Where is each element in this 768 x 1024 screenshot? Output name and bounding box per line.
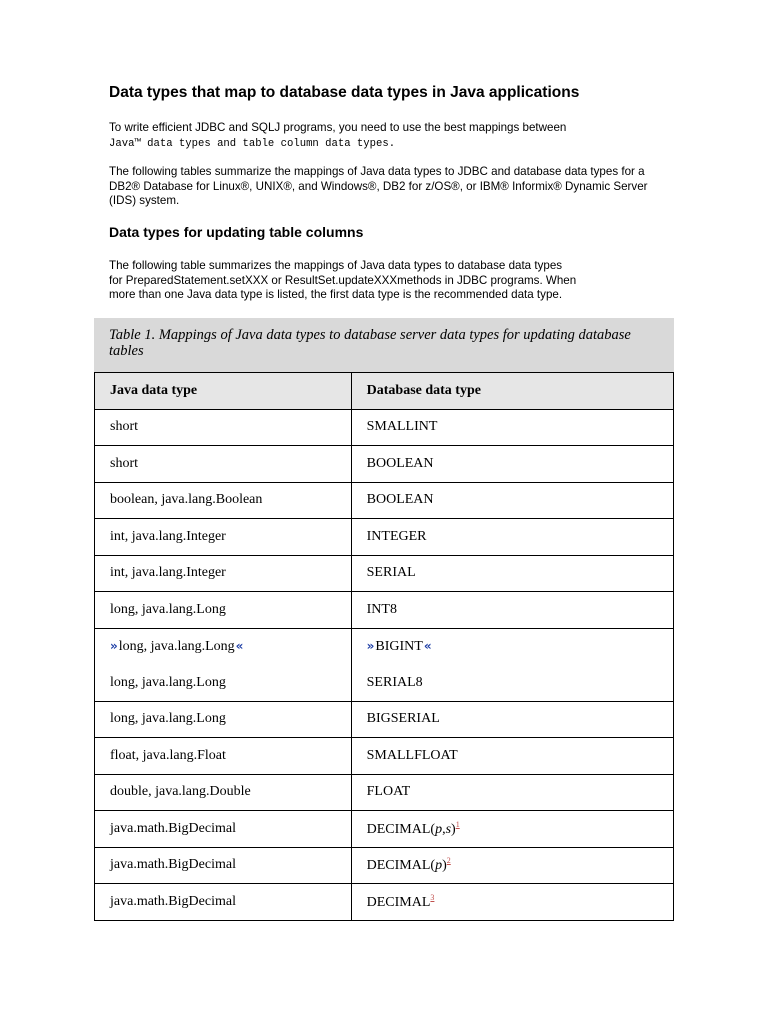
table-row: [95, 774, 674, 811]
table-row: [95, 446, 674, 483]
change-start-marker-icon: »: [110, 638, 116, 653]
table-row-changed: [95, 628, 674, 665]
summary-paragraph: The following tables summarize the mappings of Java data types to JDBC and database data types for a DB2® Database for Linux®, UNIX®, and Windows®, DB2 for z/OS®, or IBM® Informix® Dynamic Server (IDS) system.: [109, 165, 648, 207]
footnote-link[interactable]: 3: [430, 892, 435, 902]
java-type-cell: short: [95, 409, 352, 446]
table-row: [95, 555, 674, 592]
table-row: [95, 665, 674, 702]
scale-param: s: [445, 821, 452, 837]
java-type-cell: float, java.lang.Float: [95, 738, 352, 775]
db-type-prefix: DECIMAL(: [366, 858, 436, 874]
change-start-marker-icon: »: [366, 638, 373, 653]
java-type-cell: java.math.BigDecimal: [95, 884, 352, 921]
section-line-1: The following table summarizes the mappings of Java data types to database data types: [109, 259, 563, 272]
table-row: [95, 519, 674, 556]
db-type-cell: [351, 847, 673, 884]
section-line-2: for PreparedStatement.setXXX or ResultSet.updateXXXmethods in JDBC programs. When: [109, 273, 577, 287]
table-row: [95, 701, 674, 738]
precision-param: p: [435, 858, 443, 874]
db-type-cell: BIGSERIAL: [351, 701, 673, 738]
java-type-cell: long, java.lang.Long: [95, 592, 352, 629]
java-type-cell: java.math.BigDecimal: [95, 847, 352, 884]
footnote-link[interactable]: 2: [446, 856, 451, 866]
db-type-cell: SERIAL8: [351, 665, 673, 702]
db-type-suffix: ): [442, 858, 447, 874]
db-type-cell: INTEGER: [351, 519, 673, 556]
java-type-cell: [95, 628, 352, 665]
java-type-cell: short: [95, 446, 352, 483]
precision-param: p: [435, 821, 443, 837]
section-paragraph: [109, 259, 689, 303]
change-end-marker-icon: «: [423, 638, 430, 653]
change-end-marker-icon: «: [235, 638, 242, 653]
java-type-cell: long, java.lang.Long: [95, 665, 352, 702]
java-type-cell: java.math.BigDecimal: [95, 811, 352, 848]
db-type-cell: SMALLFLOAT: [351, 738, 673, 775]
db-type-cell: BOOLEAN: [351, 482, 673, 519]
header-db-type: Database data type: [351, 373, 673, 410]
intro-text: To write efficient JDBC and SQLJ programs, you need to use the best mappings between: [109, 121, 567, 134]
table-row: [95, 738, 674, 775]
db-type-cell: SMALLINT: [351, 409, 673, 446]
footnote-link[interactable]: 1: [455, 819, 460, 829]
java-type-cell: int, java.lang.Integer: [95, 519, 352, 556]
header-java-type: Java data type: [95, 373, 352, 410]
db-type-prefix: DECIMAL: [366, 894, 431, 910]
section-line-3: more than one Java data type is listed, the first data type is the recommended data type.: [109, 288, 563, 301]
db-type-cell: SERIAL: [351, 555, 673, 592]
table-row: [95, 409, 674, 446]
java-type-cell: double, java.lang.Double: [95, 774, 352, 811]
db-type-prefix: DECIMAL(: [366, 821, 436, 837]
section-heading: Data types for updating table columns: [109, 224, 364, 240]
db-type-suffix: ): [451, 821, 456, 837]
java-type-cell: long, java.lang.Long: [95, 701, 352, 738]
table-row: [95, 847, 674, 884]
db-type-cell: BOOLEAN: [351, 446, 673, 483]
param-separator: ,: [442, 821, 446, 837]
table-row: [95, 811, 674, 848]
db-type-cell: [351, 811, 673, 848]
page-title: Data types that map to database data types in Java applications: [109, 84, 580, 101]
db-type-cell: [351, 628, 673, 665]
java-type-cell: int, java.lang.Integer: [95, 555, 352, 592]
java-type-text: long, java.lang.Long: [118, 638, 235, 654]
table-row: [95, 482, 674, 519]
db-type-cell: FLOAT: [351, 774, 673, 811]
db-type-text: BIGINT: [375, 638, 423, 654]
table-row: [95, 884, 674, 921]
table-row: [95, 592, 674, 629]
table-header-row: [95, 373, 674, 410]
intro-paragraph: [109, 121, 669, 151]
db-type-cell: [351, 884, 673, 921]
intro-mono-line: Java™ data types and table column data types.: [109, 137, 396, 150]
table-caption-box: [94, 318, 674, 372]
mapping-table: [94, 372, 674, 921]
db-type-cell: INT8: [351, 592, 673, 629]
table-caption: Table 1. Mappings of Java data types to database server data types for updating database tables: [109, 327, 631, 359]
java-type-cell: boolean, java.lang.Boolean: [95, 482, 352, 519]
